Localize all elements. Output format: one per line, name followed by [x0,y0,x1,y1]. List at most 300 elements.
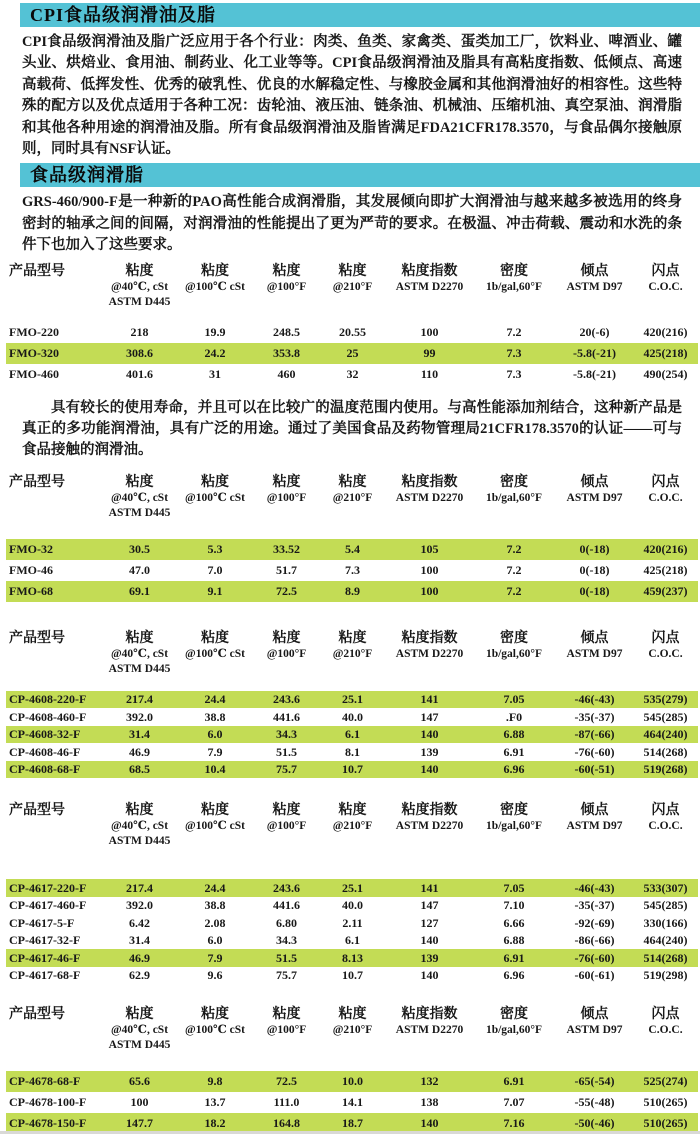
value-cell: 514(268) [633,949,698,967]
column-header: ASTM D445 [108,506,171,519]
value-cell: 25 [318,343,387,364]
table-row [6,914,698,932]
column-header: ASTM D97 [566,1024,623,1037]
product-model-cell: CP-4617-32-F [9,933,81,948]
product-model-cell: CP-4617-220-F [6,879,104,897]
value-cell: 31.4 [129,933,150,948]
column-header: C.O.C. [648,1024,683,1037]
column-header [556,506,633,521]
column-header: 粘度 [125,474,154,490]
table-row [6,743,698,761]
column-header: 倾点 [580,1007,609,1023]
spec-table-fmo-heavy [6,263,698,385]
column-header: 闪点 [651,263,680,279]
value-cell: 2.11 [342,915,363,930]
column-header [6,1038,104,1053]
value-cell: 140 [420,933,439,948]
column-header: 粘度指数 [401,474,458,490]
value-cell: 401.6 [126,366,153,381]
value-cell: 459(237) [633,581,698,602]
column-header [6,1023,104,1038]
value-cell: 34.3 [276,933,297,948]
value-cell: 464(240) [633,726,698,744]
table-row [6,932,698,950]
column-header: @100℃ cSt [185,820,245,833]
product-model-cell: CP-4617-5-F [9,915,75,930]
column-header [6,491,104,506]
grease-intro-paragraph: GRS-460/900-F是一种新的PAO高性能合成润滑脂，其发展倾向即扩大润滑油与越来越多被选用的终身密封的轴承之间的间隔，对润滑油的性能提出了更为严苛的要求。在极温、冲击荷载、震动和水洗的条件下也加入了这些要求。 [22,194,682,254]
column-header [387,834,472,849]
value-cell: 51.7 [276,562,297,577]
value-cell: 7.05 [472,691,556,709]
product-model-cell: FMO-460 [9,366,59,381]
value-cell: 20.55 [339,324,366,339]
value-cell: 100 [387,581,472,602]
column-header [633,295,698,310]
value-cell: 139 [420,744,439,759]
table-row [6,726,698,744]
table-row [6,560,698,581]
value-cell: 40.0 [342,709,363,724]
column-header [175,295,255,310]
column-header: 粘度 [125,630,154,646]
column-header [6,647,104,662]
value-cell: 7.07 [503,1095,525,1110]
column-header: 粘度 [125,1007,154,1023]
value-cell: 490(254) [643,366,688,381]
column-header: @100℃ cSt [185,280,245,293]
column-header: @100℃ cSt [185,1024,245,1037]
value-cell: 132 [387,1071,472,1092]
value-cell: 7.3 [506,366,522,381]
header-row [6,662,698,677]
column-header [255,1038,318,1053]
column-header: 1b/gal,60°F [485,280,543,293]
value-cell: 32 [346,366,359,381]
column-header [6,280,104,295]
column-header [633,834,698,849]
value-cell: -76(-60) [574,744,615,759]
value-cell: 6.1 [345,933,360,948]
table-row [6,691,698,709]
value-cell: 243.6 [255,879,318,897]
value-cell: 6.0 [207,933,223,948]
column-header [318,834,387,849]
column-header: ASTM D97 [566,491,623,504]
column-header: 粘度指数 [401,630,458,646]
column-header [175,1038,255,1053]
column-header: 粘度 [338,474,367,490]
column-header: 粘度 [272,803,301,819]
value-cell: 10.4 [175,761,255,779]
value-cell: 514(268) [643,744,688,759]
table-row [6,1092,698,1113]
value-cell: 420(216) [643,324,688,339]
column-header [255,506,318,521]
section-header-oil [20,3,700,27]
value-cell: 111.0 [273,1095,300,1110]
fmo-note-paragraph: 具有较长的使用寿命，并且可以在比较广的温度范围内使用。与高性能添加剂结合，这种新产品是真正的多功能润滑油，具有广泛的用途。通过了美国食品及药物管理局21CFR178.3570的认证——可与食品接触的润滑油。 [22,399,682,459]
value-cell: -86(-66) [574,933,615,948]
column-header: 粘度 [201,803,229,819]
value-cell: 0(-18) [556,581,633,602]
value-cell: 545(285) [643,898,688,913]
header-row [6,819,698,834]
value-cell: 147 [420,898,439,913]
column-header: 粘度 [272,474,301,490]
value-cell: 6.42 [129,915,150,930]
value-cell: 105 [387,539,472,560]
table-row [6,364,698,385]
column-header: ASTM D445 [108,295,171,308]
value-cell: 24.4 [175,691,255,709]
column-header: 闪点 [651,630,680,646]
product-model-cell: CP-4617-68-F [9,968,81,983]
column-header: C.O.C. [648,647,683,660]
value-cell: -35(-37) [574,709,615,724]
value-cell: -35(-37) [574,898,615,913]
value-cell: -46(-43) [556,691,633,709]
value-cell: 308.6 [104,343,175,364]
value-cell: 330(166) [643,915,688,930]
column-header: @100°F [266,280,307,293]
header-row [6,1038,698,1053]
value-cell: 5.4 [318,539,387,560]
header-row [6,474,698,491]
column-header: 产品型号 [9,474,65,490]
product-model-cell: CP-4678-100-F [9,1095,87,1110]
column-header: 粘度 [125,803,154,819]
value-cell: 7.10 [503,898,525,913]
column-header: 粘度 [125,263,154,279]
value-cell: 392.0 [126,709,153,724]
column-header: 1b/gal,60°F [485,647,543,660]
column-header: ASTM D2270 [395,820,464,833]
value-cell: 46.9 [129,744,150,759]
value-cell: -92(-69) [574,915,615,930]
value-cell: 62.9 [129,968,150,983]
product-model-cell: CP-4608-220-F [6,691,104,709]
column-header: @210°F [332,647,373,660]
value-cell: 75.7 [255,761,318,779]
value-cell: 65.6 [104,1071,175,1092]
value-cell: 0(-18) [556,539,633,560]
value-cell: 138 [420,1095,439,1110]
value-cell: 7.2 [506,562,522,577]
value-cell: 420(216) [633,539,698,560]
column-header: 闪点 [651,803,680,819]
column-header: 粘度 [338,630,367,646]
value-cell: 20(-6) [579,324,610,339]
value-cell: 6.88 [472,726,556,744]
table-row [6,967,698,985]
table-row [6,581,698,602]
value-cell: 7.9 [207,744,223,759]
column-header: 粘度 [272,263,301,279]
value-cell: 510(265) [643,1095,688,1110]
value-cell: 147.7 [104,1113,175,1134]
column-header: @40℃, cSt [110,491,169,504]
value-cell: -87(-66) [556,726,633,744]
value-cell: 8.9 [318,581,387,602]
value-cell: -5.8(-21) [556,343,633,364]
spec-table-cp4678 [6,1006,698,1134]
product-model-cell: FMO-320 [6,343,104,364]
header-row [6,802,698,819]
value-cell: 10.0 [318,1071,387,1092]
column-header [472,295,556,310]
value-cell: 9.6 [207,968,223,983]
value-cell: 535(279) [633,691,698,709]
value-cell: 464(240) [643,933,688,948]
value-cell: 140 [420,968,439,983]
column-header [318,506,387,521]
column-header: ASTM D2270 [395,491,464,504]
value-cell: 139 [387,949,472,967]
value-cell: 141 [387,691,472,709]
product-model-cell: CP-4678-68-F [6,1071,104,1092]
column-header: 闪点 [651,474,680,490]
value-cell: 10.7 [342,968,363,983]
spec-table-header [6,630,698,677]
spec-table-header [6,802,698,849]
spec-table-cp4608 [6,630,698,779]
value-cell: 217.4 [104,691,175,709]
value-cell: 519(268) [633,761,698,779]
column-header [387,506,472,521]
column-header: C.O.C. [648,280,683,293]
column-header: 倾点 [580,630,609,646]
table-row [6,1071,698,1092]
spec-table-body [6,879,698,984]
column-header [255,295,318,310]
value-cell: 31.4 [104,726,175,744]
table-row [6,897,698,915]
value-cell: 6.91 [472,1071,556,1092]
table-row [6,343,698,364]
column-header: @40℃, cSt [110,1024,169,1037]
value-cell: 0(-18) [579,562,610,577]
value-cell: 6.91 [503,744,525,759]
column-header [556,1038,633,1053]
column-header [472,1038,556,1053]
value-cell: 19.9 [204,324,226,339]
value-cell: -60(-61) [574,968,615,983]
value-cell: 18.2 [175,1113,255,1134]
column-header: @210°F [332,820,373,833]
column-header: 密度 [500,1007,528,1023]
value-cell: 441.6 [273,709,300,724]
column-header: ASTM D445 [108,835,171,848]
value-cell: 9.1 [175,581,255,602]
value-cell: 18.7 [318,1113,387,1134]
value-cell: 9.8 [175,1071,255,1092]
value-cell: -60(-51) [556,761,633,779]
value-cell: 525(274) [633,1071,698,1092]
column-header: ASTM D2270 [395,647,464,660]
column-header: 倾点 [580,803,609,819]
column-header: @100°F [266,1024,307,1037]
spec-table-body [6,322,698,385]
value-cell: 460 [277,366,296,381]
header-row [6,647,698,662]
header-row [6,280,698,295]
value-cell: -76(-60) [556,949,633,967]
value-cell: 31 [209,366,221,381]
column-header: @40℃, cSt [110,280,169,293]
column-header: 倾点 [580,263,609,279]
value-cell: 69.1 [104,581,175,602]
product-model-cell: CP-4617-460-F [9,898,87,913]
column-header: 倾点 [580,474,609,490]
product-model-cell: CP-4608-68-F [6,761,104,779]
table-row [6,879,698,897]
product-model-cell: FMO-68 [6,581,104,602]
column-header [556,834,633,849]
value-cell: 30.5 [104,539,175,560]
value-cell: 24.4 [175,879,255,897]
column-header: 密度 [500,263,528,279]
column-header: C.O.C. [648,820,683,833]
value-cell: 243.6 [255,691,318,709]
value-cell: -50(-46) [556,1113,633,1134]
value-cell: 6.88 [503,933,525,948]
value-cell: 6.66 [503,915,525,930]
value-cell: 47.0 [129,562,150,577]
value-cell: 25.1 [318,879,387,897]
column-header: 粘度指数 [401,263,458,279]
column-header: @100℃ cSt [185,491,245,504]
column-header: 粘度 [272,630,301,646]
oil-intro-paragraph: CPI食品级润滑油及脂广泛应用于各个行业：肉类、鱼类、家禽类、蛋类加工厂，饮料业、啤酒业、罐头业、烘焙业、食用油、制药业、化工业等等。CPI食品级润滑油及脂具有高粘度指数、低倾点、高速高载荷、低挥发性、优秀的破乳性、优良的水解稳定性、与橡胶金属和其他润滑油好的相容性。这些特殊的配方以及优点适用于各种工况：齿轮油、液压油、链条油、机械油、压缩机油、真空泵油、润滑脂和其他各种用途的润滑油及脂。所有食品级润滑油及脂皆满足FDA21CFR178.3570，与食品偶尔接触原则，同时具有NSF认证。 [22,34,682,158]
table-row [6,322,698,343]
column-header [6,819,104,834]
product-model-cell: FMO-46 [9,562,53,577]
value-cell: 510(265) [633,1113,698,1134]
table-row [6,539,698,560]
column-header: @210°F [332,1024,373,1037]
section-title-oil: CPI食品级润滑油及脂 [30,5,216,25]
product-model-cell: FMO-32 [6,539,104,560]
column-header: 粘度 [201,263,229,279]
spec-table-body [6,691,698,779]
value-cell: 40.0 [342,898,363,913]
column-header: @210°F [332,280,373,293]
column-header [556,295,633,310]
column-header: 粘度 [201,474,229,490]
value-cell: 5.3 [175,539,255,560]
value-cell: -46(-43) [556,879,633,897]
header-row [6,506,698,521]
spec-table-body [6,539,698,602]
column-header: 密度 [500,803,528,819]
column-header: 产品型号 [9,1007,65,1023]
column-header [633,506,698,521]
column-header: ASTM D445 [108,662,171,675]
value-cell: 68.5 [104,761,175,779]
value-cell: 25.1 [318,691,387,709]
value-cell: 10.7 [318,761,387,779]
column-header [6,506,104,521]
value-cell: 8.1 [345,744,360,759]
column-header [472,506,556,521]
value-cell: 164.8 [255,1113,318,1134]
column-header [6,834,104,849]
column-header: 密度 [500,474,528,490]
column-header: ASTM D97 [566,820,623,833]
value-cell: 147 [420,709,439,724]
header-row [6,295,698,310]
value-cell: 6.96 [472,761,556,779]
column-header [6,662,104,677]
value-cell: 6.91 [472,949,556,967]
value-cell: 141 [387,879,472,897]
column-header: 粘度 [272,1007,301,1023]
product-model-cell: CP-4617-46-F [6,949,104,967]
column-header [633,1038,698,1053]
spec-table-cp4617 [6,802,698,984]
column-header [472,834,556,849]
column-header: 闪点 [651,1007,680,1023]
column-header: 粘度指数 [401,803,458,819]
value-cell: 99 [387,343,472,364]
header-row [6,834,698,849]
column-header: 密度 [500,630,528,646]
table-row [6,949,698,967]
product-model-cell: CP-4608-32-F [6,726,104,744]
value-cell: 6.80 [276,915,297,930]
value-cell: 545(285) [643,709,688,724]
column-header: ASTM D97 [566,647,623,660]
column-header: @210°F [332,491,373,504]
column-header: 粘度 [201,1007,229,1023]
column-header: @100℃ cSt [185,647,245,660]
column-header [175,662,255,677]
value-cell: 51.5 [276,744,297,759]
value-cell: 140 [387,726,472,744]
column-header: @100°F [266,491,307,504]
value-cell: 248.5 [273,324,300,339]
header-row [6,1006,698,1023]
column-header [318,1038,387,1053]
column-header [387,1038,472,1053]
value-cell: 127 [420,915,439,930]
header-row [6,263,698,280]
value-cell: 7.3 [472,343,556,364]
value-cell: -5.8(-21) [573,366,616,381]
value-cell: 425(218) [633,343,698,364]
value-cell: 519(298) [643,968,688,983]
spec-table-fmo-light [6,474,698,602]
column-header [387,295,472,310]
column-header: ASTM D97 [566,280,623,293]
column-header: 粘度 [338,1007,367,1023]
column-header [255,834,318,849]
value-cell: 14.1 [342,1095,363,1110]
value-cell: 100 [420,562,439,577]
column-header: ASTM D445 [108,1039,171,1052]
value-cell: 7.9 [175,949,255,967]
value-cell: 2.08 [204,915,226,930]
column-header [6,295,104,310]
column-header: 粘度 [338,263,367,279]
value-cell: .F0 [505,709,523,724]
value-cell: 6.96 [503,968,525,983]
column-header [472,662,556,677]
value-cell: 6.0 [175,726,255,744]
column-header [318,295,387,310]
column-header: 产品型号 [9,630,65,646]
